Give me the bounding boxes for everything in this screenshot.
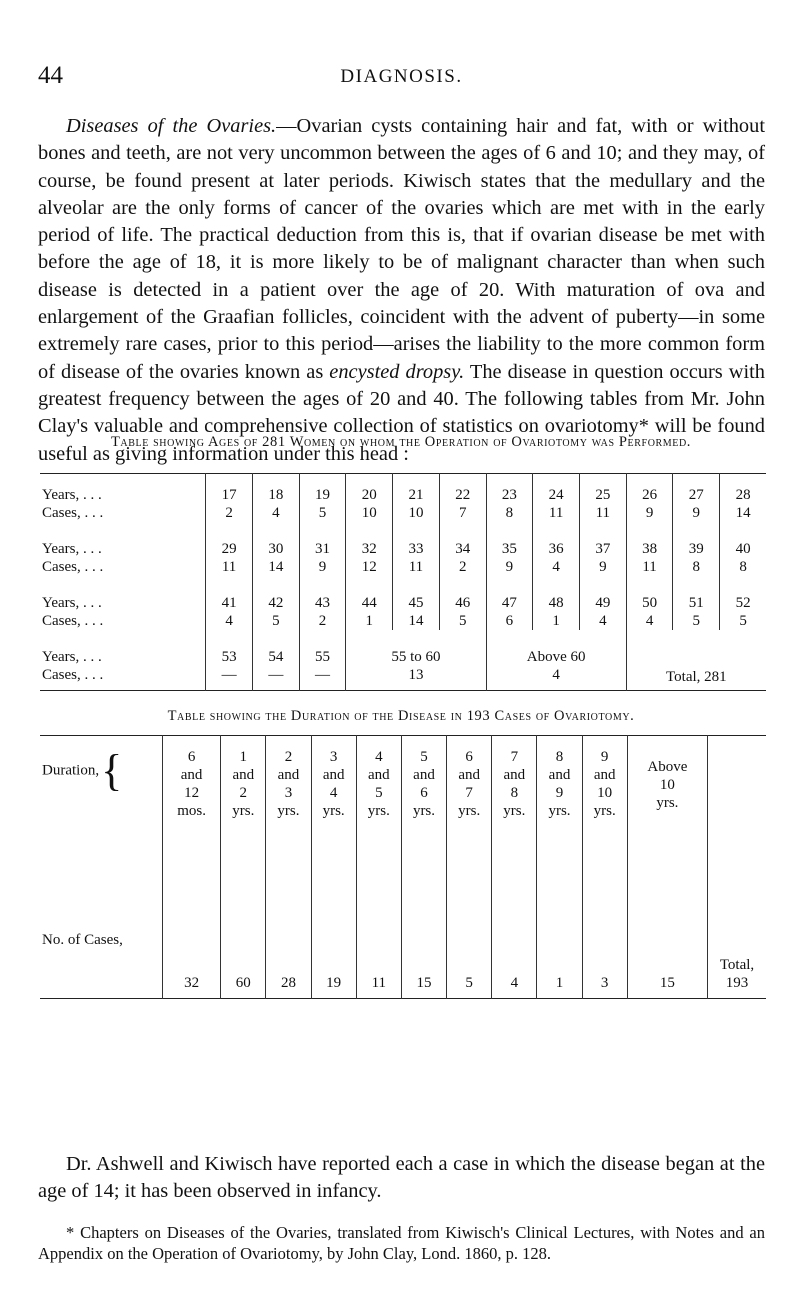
duration-cell (221, 736, 266, 885)
years-label: Years, . . . (42, 595, 102, 611)
cases-row (40, 558, 766, 576)
cases-cell: — (252, 666, 299, 691)
years-cell: 40 (720, 522, 766, 558)
duration-cell (537, 736, 582, 885)
duration-line: 2 (239, 785, 248, 801)
duration-line: yrs. (458, 803, 481, 819)
duration-label: Duration, (42, 762, 100, 779)
cases-cell: 28 (266, 885, 311, 999)
duration-table (40, 735, 766, 999)
years-cell: 35 (486, 522, 533, 558)
duration-line: yrs. (367, 803, 390, 819)
duration-cell (356, 736, 401, 885)
years-cell: 34 (439, 522, 486, 558)
footnote (38, 1222, 765, 1264)
duration-line: yrs. (548, 803, 571, 819)
paragraph2-text: Dr. Ashwell and Kiwisch have reported each a case in which the disease began at the age of 14; it has been observed in infancy. (38, 1153, 765, 1203)
cases-cell: 15 (627, 885, 707, 999)
cases-cell: — (206, 666, 253, 691)
years-cell: 50 (626, 576, 673, 612)
cases-cell: 19 (311, 885, 356, 999)
cases-cell: 60 (221, 885, 266, 999)
duration-line: 7 (465, 785, 473, 801)
duration-line: 3 (284, 785, 293, 801)
years-cell: 22 (439, 474, 486, 505)
duration-cell (447, 736, 492, 885)
section-lead-italic: Diseases of the Ovaries. (66, 115, 277, 137)
years-row (40, 522, 766, 558)
years-cell: 37 (579, 522, 626, 558)
years-cell: 42 (252, 576, 299, 612)
duration-line: 7 (510, 749, 519, 765)
paragraph-text-b: The disease in question occurs with greatest frequency between the ages of 20 and 40. The following tables from Mr. John Clay's valuable and comprehensive collection of statistics on ovariotomy* will be found useful as giving information under this head : (38, 360, 765, 465)
duration-cell (311, 736, 356, 885)
years-label: Years, . . . (42, 487, 102, 503)
cases-cell: 4 (579, 612, 626, 630)
table2-caption: Table showing the Duration of the Disease in 193 Cases of Ovariotomy. (167, 708, 635, 724)
cases-cell: 14 (720, 504, 766, 522)
duration-line: and (503, 767, 526, 783)
cases-label: Cases, . . . (42, 613, 104, 629)
cases-cell: 11 (533, 504, 580, 522)
cases-cell: 1 (537, 885, 582, 999)
cases-cell: 2 (206, 504, 253, 522)
cases-cell: 11 (393, 558, 440, 576)
duration-line: 9 (555, 785, 564, 801)
cases-cell: 4 (492, 885, 537, 999)
duration-line: and (593, 767, 616, 783)
years-cell: 44 (346, 576, 393, 612)
cases-cell: 9 (579, 558, 626, 576)
cases-cell-range: 13 (346, 666, 486, 691)
years-cell: 28 (720, 474, 766, 505)
years-cell: 52 (720, 576, 766, 612)
duration-line: yrs. (277, 803, 300, 819)
years-cell: 21 (393, 474, 440, 505)
cases-cell: 4 (206, 612, 253, 630)
cases-cell: 10 (393, 504, 440, 522)
duration-line: 4 (329, 785, 338, 801)
years-cell: 53 (206, 630, 253, 666)
cases-cell: 11 (206, 558, 253, 576)
running-title: DIAGNOSIS. (340, 66, 463, 87)
page-header (38, 62, 765, 92)
cases-label: Cases, . . . (42, 559, 104, 575)
body-paragraph-ovaries (38, 113, 765, 468)
cases-cell: 10 (346, 504, 393, 522)
duration-line: yrs. (322, 803, 345, 819)
duration-line: 6 (420, 785, 428, 801)
cases-cell: 9 (626, 504, 673, 522)
years-cell: 49 (579, 576, 626, 612)
duration-line: 10 (659, 777, 675, 793)
duration-cell (492, 736, 537, 885)
years-cell: 18 (252, 474, 299, 505)
duration-line: and (277, 767, 300, 783)
years-label: Years, . . . (42, 649, 102, 665)
paragraph-text-a: —Ovarian cysts containing hair and fat, with or without bones and teeth, are not very uncommon between the ages of 6 and 10; and they may, of course, be found present at later periods. Kiwisch states that the medullary and the alveolar are the only forms of cancer of the ovaries which are met with in the early period of life. The practical deduction from this is, that if ovarian disease be met with before the age of 18, it is more likely to be of malignant character than when such disease is detected in a patient over the age of 20. With maturation of ova and enlargement of the Graafian follicles, coincident with the advent of puberty—in some extremely rare cases, prior to this period—arises the liability to the more common form of disease of the ovaries known as (38, 115, 765, 383)
cases-cell: 11 (356, 885, 401, 999)
duration-line: and (232, 767, 255, 783)
duration-line: 4 (375, 749, 383, 765)
cases-cell: 5 (439, 612, 486, 630)
duration-line: 6 (187, 749, 196, 765)
cases-cell: 11 (579, 504, 626, 522)
duration-cell (627, 736, 707, 885)
cases-cell: 5 (252, 612, 299, 630)
cases-cell: 5 (673, 612, 720, 630)
cases-cell: 9 (299, 558, 346, 576)
duration-line: 5 (420, 749, 428, 765)
duration-label-cell (40, 736, 163, 885)
years-cell: 31 (299, 522, 346, 558)
duration-line: and (180, 767, 203, 783)
years-cell: 45 (393, 576, 440, 612)
total-cell: Total, 281 (626, 630, 766, 691)
years-cell: 26 (626, 474, 673, 505)
duration-line: mos. (177, 803, 206, 819)
table1-caption: Table showing Ages of 281 Women on whom the Operation of Ovariotomy was Performed. (110, 434, 692, 450)
years-row (40, 474, 766, 505)
cases-cell-above: 4 (486, 666, 626, 691)
duration-line: and (367, 767, 390, 783)
years-cell: 48 (533, 576, 580, 612)
cases-cell: 7 (439, 504, 486, 522)
body-paragraph-ashwell (38, 1151, 765, 1206)
cases-row (40, 612, 766, 630)
years-cell-above: Above 60 (486, 630, 626, 666)
years-row (40, 576, 766, 612)
cases-cell: 14 (393, 612, 440, 630)
cases-cell: 2 (439, 558, 486, 576)
duration-line: 1 (239, 749, 248, 765)
cases-cell: 1 (346, 612, 393, 630)
footnote-text: * Chapters on Diseases of the Ovaries, translated from Kiwisch's Clinical Lectures, with Notes and an Appendix on the Operation of Ovariotomy, by John Clay, Lond. 1860, p. 128. (38, 1223, 765, 1263)
duration-line: 6 (465, 749, 473, 765)
duration-line: yrs. (503, 803, 526, 819)
duration-cell (163, 736, 221, 885)
years-cell: 27 (673, 474, 720, 505)
cases-label: No. of Cases, (42, 931, 123, 948)
years-cell: 55 (299, 630, 346, 666)
duration-line: 12 (184, 785, 200, 801)
cases-cell: 3 (582, 885, 627, 999)
duration-line: yrs. (412, 803, 436, 819)
years-cell: 20 (346, 474, 393, 505)
cases-cell: 32 (163, 885, 221, 999)
years-cell: 46 (439, 576, 486, 612)
ages-table (40, 473, 766, 691)
years-cell: 30 (252, 522, 299, 558)
cases-cell: 8 (486, 504, 533, 522)
brace-icon: { (101, 746, 123, 795)
duration-row (40, 736, 766, 885)
duration-cell (582, 736, 627, 885)
cases-row (40, 885, 766, 999)
italic-term: encysted dropsy. (329, 360, 465, 383)
years-cell: 23 (486, 474, 533, 505)
years-cell: 29 (206, 522, 253, 558)
cases-cell: 15 (401, 885, 446, 999)
years-cell: 17 (206, 474, 253, 505)
cases-cell: 2 (299, 612, 346, 630)
duration-line: 8 (510, 785, 519, 801)
cases-cell: 8 (673, 558, 720, 576)
cases-cell: 14 (252, 558, 299, 576)
cases-cell: 12 (346, 558, 393, 576)
years-cell: 32 (346, 522, 393, 558)
years-cell: 24 (533, 474, 580, 505)
duration-line: yrs. (593, 803, 616, 819)
cases-cell: 5 (447, 885, 492, 999)
duration-line: 9 (600, 749, 609, 765)
cases-cell: 4 (252, 504, 299, 522)
duration-line: 8 (555, 749, 564, 765)
cases-label: Cases, . . . (42, 505, 104, 521)
duration-line: Above (647, 759, 688, 775)
cases-cell: 5 (720, 612, 766, 630)
cases-cell: 9 (673, 504, 720, 522)
duration-line: yrs. (232, 803, 255, 819)
cases-cell: 11 (626, 558, 673, 576)
years-cell: 54 (252, 630, 299, 666)
duration-line: 5 (375, 785, 383, 801)
duration-line: yrs. (656, 795, 679, 811)
years-cell: 41 (206, 576, 253, 612)
years-cell: 36 (533, 522, 580, 558)
duration-line: 3 (329, 749, 338, 765)
years-cell: 33 (393, 522, 440, 558)
duration-line: and (548, 767, 571, 783)
years-cell: 47 (486, 576, 533, 612)
cases-cell: 9 (486, 558, 533, 576)
cases-cell: 4 (626, 612, 673, 630)
cases-row (40, 504, 766, 522)
years-cell: 51 (673, 576, 720, 612)
years-cell: 38 (626, 522, 673, 558)
cases-cell: 6 (486, 612, 533, 630)
duration-line: and (413, 767, 435, 783)
duration-line: and (458, 767, 480, 783)
cases-cell: 8 (720, 558, 766, 576)
years-label: Years, . . . (42, 541, 102, 557)
duration-cell (401, 736, 446, 885)
duration-line: 10 (597, 785, 613, 801)
page-number: 44 (38, 62, 63, 89)
cases-label: Cases, . . . (42, 667, 104, 683)
years-cell: 25 (579, 474, 626, 505)
duration-cell (266, 736, 311, 885)
years-cell: 39 (673, 522, 720, 558)
duration-line: and (322, 767, 345, 783)
years-cell-range: 55 to 60 (346, 630, 486, 666)
total-cell: Total, 193 (708, 736, 767, 999)
duration-line: 2 (284, 749, 293, 765)
years-cell: 19 (299, 474, 346, 505)
cases-cell: — (299, 666, 346, 691)
years-row-last (40, 630, 766, 666)
cases-cell: 4 (533, 558, 580, 576)
cases-cell: 1 (533, 612, 580, 630)
cases-cell: 5 (299, 504, 346, 522)
years-cell: 43 (299, 576, 346, 612)
